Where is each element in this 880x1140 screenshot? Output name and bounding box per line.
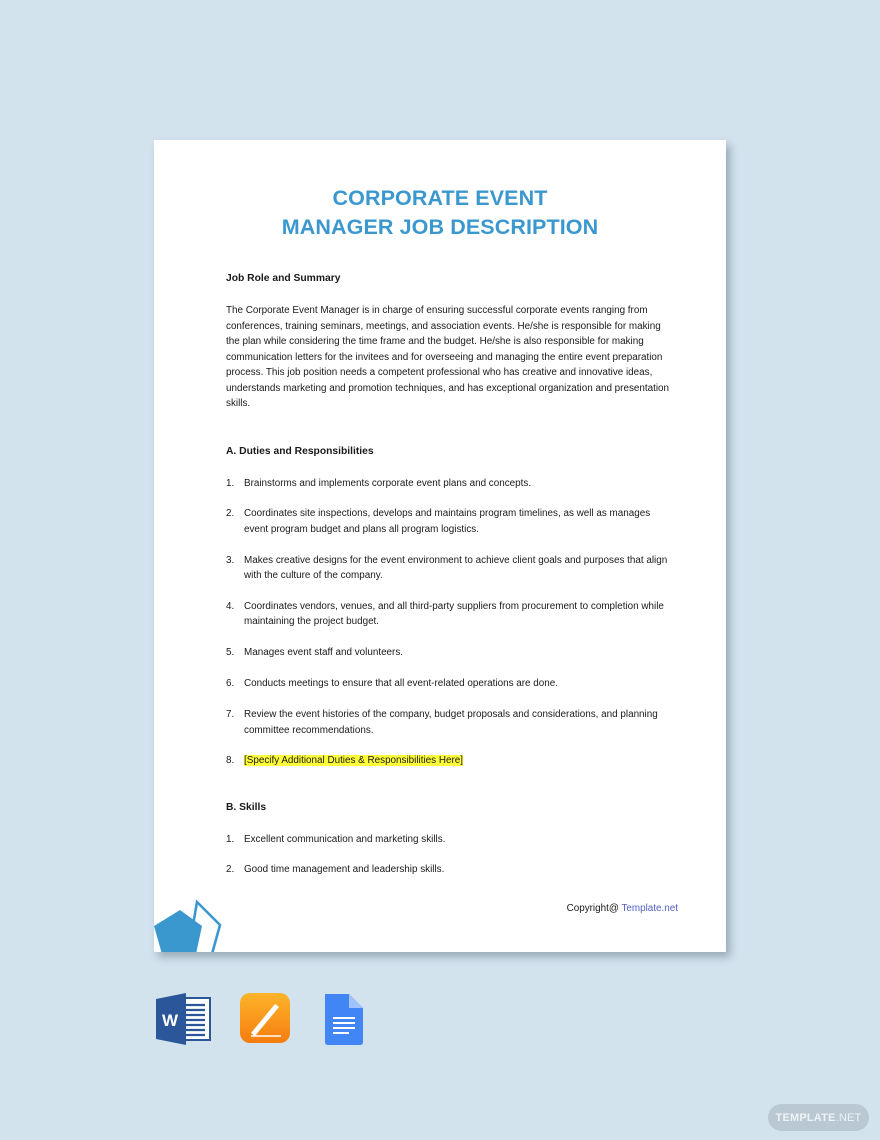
list-item: 2. Good time management and leadership skills. [226,864,445,876]
title-line-1: CORPORATE EVENT [332,186,548,210]
duties-heading: A. Duties and Responsibilities [226,445,374,457]
skills-list [226,832,676,878]
template-net-watermark: TEMPLATE .NET [768,1104,869,1131]
title-line-2: MANAGER JOB DESCRIPTION [281,215,599,239]
pentagon-logo-icon [154,898,226,952]
list-item: 5. Manages event staff and volunteers. [226,647,404,659]
list-item: 4. Coordinates vendors, venues, and all third-party suppliers from procurement to completion while maintaining the project budget. [226,601,664,628]
list-item-placeholder: 8. [Specify Additional Duties & Responsibilities Here] [226,755,464,767]
document-title [154,184,726,242]
list-item: 6. Conducts meetings to ensure that all event-related operations are done. [226,678,558,690]
list-item: 7. Review the event histories of the company, budget proposals and considerations, and planning committee recommendations. [226,709,658,736]
summary-heading: Job Role and Summary [226,273,341,284]
list-item: 1. Excellent communication and marketing skills. [226,833,446,845]
google-docs-icon[interactable] [317,992,373,1046]
list-item: 3. Makes creative designs for the event environment to achieve client goals and purposes that align with the culture of the company. [226,554,668,582]
document-body [226,272,676,878]
copyright-footer [567,903,678,914]
list-item: 2. Coordinates site inspections, develops and maintains program timelines, as well as manages event program budget and plans all program logistics. [226,508,651,535]
summary-paragraph: The Corporate Event Manager is in charge of ensuring successful corporate events ranging from conferences, training seminars, meetings, and association events. He/she is responsible for making the plan while considering the time frame and the budget. He/she is also responsible for making communication letters for the invitees and for overseeing and managing the entire event preparation process. This job position needs a competent professional who has creative and innovative ideas, understands marketing and promotion techniques, and has exceptional organization and presentation skills. [226,305,670,409]
document-page [154,140,726,952]
copyright-label: Copyright@ [566,903,619,914]
highlighted-placeholder-text[interactable]: [Specify Additional Duties & Responsibilities Here] [244,755,464,767]
skills-heading: B. Skills [226,801,267,813]
word-icon[interactable] [155,992,211,1046]
duties-list [226,476,676,769]
svg-text:W: W [161,1011,179,1030]
pages-icon[interactable] [237,992,293,1046]
list-item: 1. Brainstorms and implements corporate event plans and concepts. [226,477,532,489]
format-icons [155,992,373,1046]
copyright-link[interactable]: Template.net [621,903,678,914]
